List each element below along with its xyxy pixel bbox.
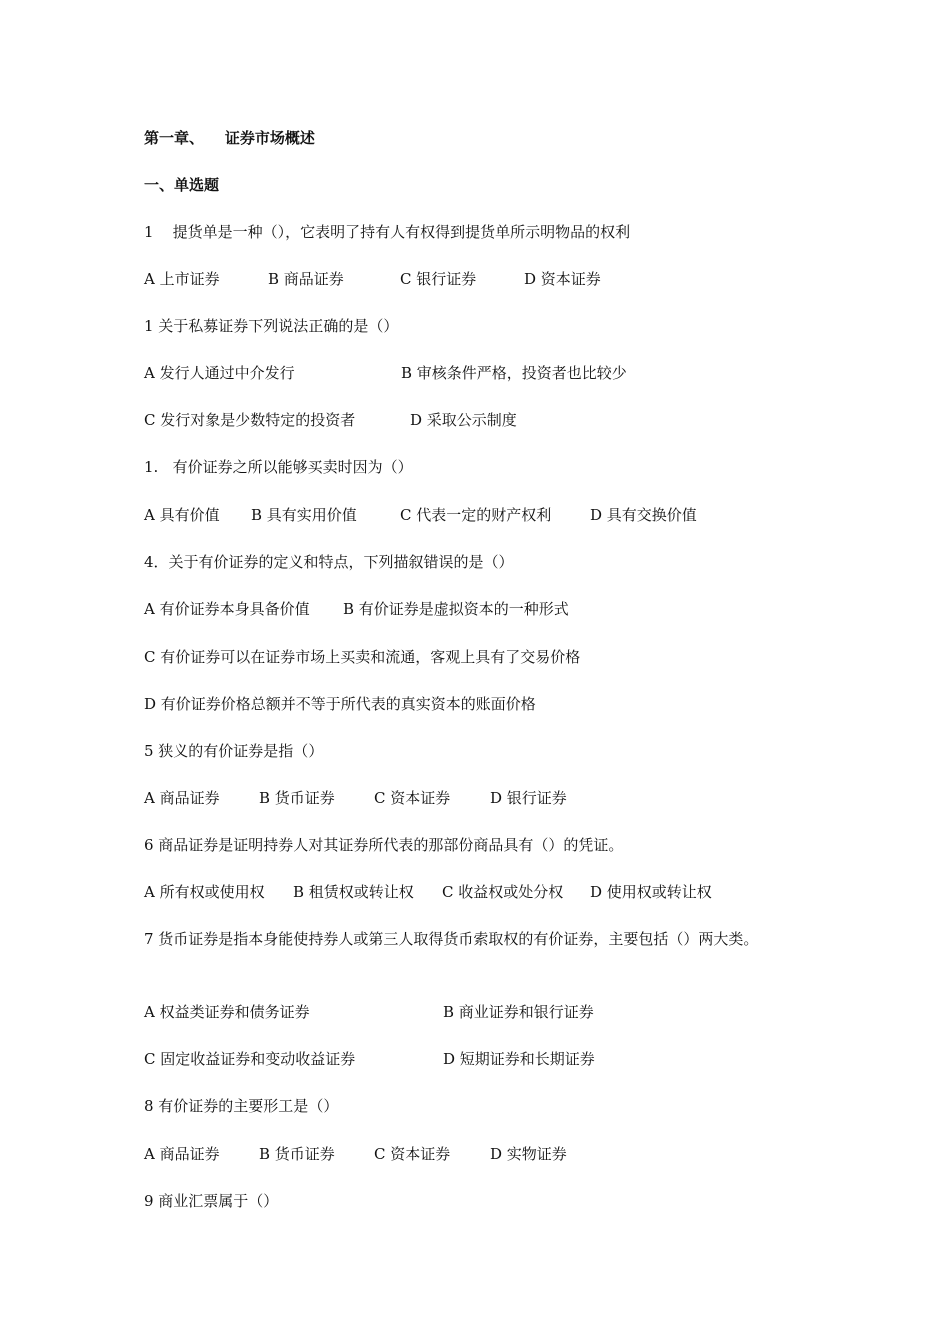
question-6-option-b: B 租赁权或转让权 — [293, 883, 414, 901]
question-2-text: 1 关于私募证券下列说法正确的是（） — [144, 317, 399, 335]
question-1-option-d: D 资本证券 — [524, 270, 601, 288]
question-3-option-a: A 具有价值 — [144, 506, 220, 524]
section-title: 一、单选题 — [144, 176, 220, 194]
question-4-option-a: A 有价证券本身具备价值 — [144, 600, 310, 618]
question-5-option-c: C 资本证券 — [374, 789, 451, 807]
question-7-option-b: B 商业证券和银行证券 — [443, 1003, 594, 1021]
question-6-option-c: C 收益权或处分权 — [442, 883, 564, 901]
question-5-option-a: A 商品证券 — [144, 789, 220, 807]
question-5-option-b: B 货币证券 — [259, 789, 335, 807]
question-3-option-d: D 具有交换价值 — [590, 506, 697, 524]
question-4-option-b: B 有价证券是虚拟资本的一种形式 — [343, 600, 569, 618]
question-7-option-d: D 短期证券和长期证券 — [443, 1050, 595, 1068]
question-8-option-a: A 商品证券 — [144, 1145, 220, 1163]
question-9-text: 9 商业汇票属于（） — [144, 1192, 279, 1210]
question-5-text: 5 狭义的有价证券是指（） — [144, 742, 324, 760]
question-2-option-c: C 发行对象是少数特定的投资者 — [144, 411, 356, 429]
question-2-option-d: D 采取公示制度 — [410, 411, 517, 429]
question-3-option-b: B 具有实用价值 — [251, 506, 357, 524]
question-8-option-b: B 货币证券 — [259, 1145, 335, 1163]
question-8-option-c: C 资本证券 — [374, 1145, 451, 1163]
question-1-option-a: A 上市证券 — [144, 270, 220, 288]
question-6-text: 6 商品证券是证明持券人对其证券所代表的那部份商品具有（）的凭证。 — [144, 836, 624, 854]
question-7-option-c: C 固定收益证券和变动收益证券 — [144, 1050, 356, 1068]
question-7-option-a: A 权益类证券和债务证券 — [144, 1003, 310, 1021]
question-4-option-d: D 有价证券价格总额并不等于所代表的真实资本的账面价格 — [144, 695, 536, 713]
question-8-option-d: D 实物证券 — [490, 1145, 567, 1163]
question-3-option-c: C 代表一定的财产权利 — [400, 506, 552, 524]
question-6-option-a: A 所有权或使用权 — [144, 883, 265, 901]
question-8-text: 8 有价证券的主要形工是（） — [144, 1097, 339, 1115]
question-1-option-c: C 银行证券 — [400, 270, 477, 288]
question-2-option-b: B 审核条件严格，投资者也比较少 — [401, 364, 627, 382]
question-1-option-b: B 商品证券 — [268, 270, 344, 288]
question-1-text: 1 提货单是一种（），它表明了持有人有权得到提货单所示明物品的权利 — [144, 223, 631, 241]
question-7-text: 7 货币证券是指本身能使持券人或第三人取得货币索取权的有价证券，主要包括（）两大类。 — [144, 930, 759, 948]
question-6-option-d: D 使用权或转让权 — [590, 883, 712, 901]
question-4-option-c: C 有价证券可以在证券市场上买卖和流通，客观上具有了交易价格 — [144, 648, 581, 666]
question-2-option-a: A 发行人通过中介发行 — [144, 364, 295, 382]
question-5-option-d: D 银行证券 — [490, 789, 567, 807]
chapter-title: 第一章、 证券市场概述 — [144, 129, 315, 147]
question-3-text: 1. 有价证券之所以能够买卖时因为（） — [144, 458, 413, 476]
question-4-text: 4．关于有价证券的定义和特点，下列描叙错误的是（） — [144, 553, 514, 571]
